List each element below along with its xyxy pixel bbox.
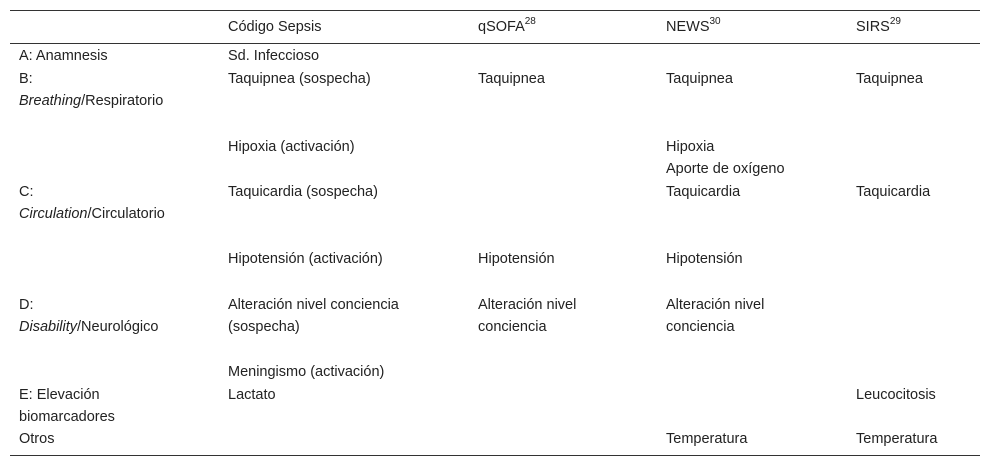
row-c-label-suffix: /Circulatorio (87, 206, 165, 222)
row-b-news-2: Hipoxia (666, 139, 715, 155)
header-sirs (856, 16, 901, 38)
row-d-qsofa-1b: conciencia (478, 319, 547, 335)
row-e-codigo: Lactato (228, 387, 276, 403)
row-d-news-1b: conciencia (666, 319, 735, 335)
header-qsofa (478, 16, 536, 38)
header-news (666, 16, 721, 38)
row-b-codigo-1: Taquipnea (sospecha) (228, 71, 371, 87)
row-b-label-name (19, 90, 163, 112)
row-b-news-3: Aporte de oxígeno (666, 161, 785, 177)
row-a-label: A: Anamnesis (19, 48, 108, 64)
row-c-codigo-1: Taquicardia (sospecha) (228, 184, 378, 200)
row-e-label-a: E: Elevación (19, 387, 100, 403)
row-c-news-2: Hipotensión (666, 251, 743, 267)
row-c-label-name (19, 203, 165, 225)
row-b-sirs-1: Taquipnea (856, 71, 923, 87)
header-bottom-rule (10, 43, 980, 44)
header-qsofa-text: qSOFA (478, 19, 525, 35)
row-c-codigo-2: Hipotensión (activación) (228, 251, 383, 267)
row-d-label-italic: Disability (19, 319, 78, 335)
header-news-ref: 30 (709, 16, 721, 28)
row-e-label-b: biomarcadores (19, 409, 115, 425)
row-otros-news: Temperatura (666, 431, 748, 447)
row-b-label-suffix: /Respiratorio (81, 93, 164, 109)
row-otros-sirs: Temperatura (856, 431, 938, 447)
row-c-qsofa-2: Hipotensión (478, 251, 555, 267)
row-d-codigo-2: Meningismo (activación) (228, 364, 385, 380)
row-d-label-prefix: D: (19, 297, 34, 313)
header-codigo-sepsis: Código Sepsis (228, 19, 322, 35)
row-b-codigo-2: Hipoxia (activación) (228, 139, 355, 155)
row-c-sirs-1: Taquicardia (856, 184, 931, 200)
row-c-label-prefix: C: (19, 184, 34, 200)
row-b-qsofa-1: Taquipnea (478, 71, 545, 87)
row-d-label-name (19, 316, 158, 338)
row-e-sirs: Leucocitosis (856, 387, 936, 403)
row-a-codigo: Sd. Infeccioso (228, 48, 320, 64)
header-qsofa-ref: 28 (524, 16, 536, 28)
header-sirs-ref: 29 (889, 16, 901, 28)
row-d-qsofa-1a: Alteración nivel (478, 297, 577, 313)
row-d-label-suffix: /Neurológico (77, 319, 159, 335)
row-d-codigo-1a: Alteración nivel conciencia (228, 297, 399, 313)
header-news-text: NEWS (666, 19, 710, 35)
row-otros-label: Otros (19, 431, 55, 447)
table-bottom-rule (10, 455, 980, 456)
row-c-label-italic: Circulation (19, 206, 88, 222)
header-sirs-text: SIRS (856, 19, 890, 35)
row-b-label-prefix: B: (19, 71, 33, 87)
row-b-label-italic: Breathing (19, 93, 82, 109)
row-d-codigo-1b: (sospecha) (228, 319, 300, 335)
table-top-rule (10, 10, 980, 11)
row-b-news-1: Taquipnea (666, 71, 733, 87)
row-c-news-1: Taquicardia (666, 184, 741, 200)
row-d-news-1a: Alteración nivel (666, 297, 765, 313)
